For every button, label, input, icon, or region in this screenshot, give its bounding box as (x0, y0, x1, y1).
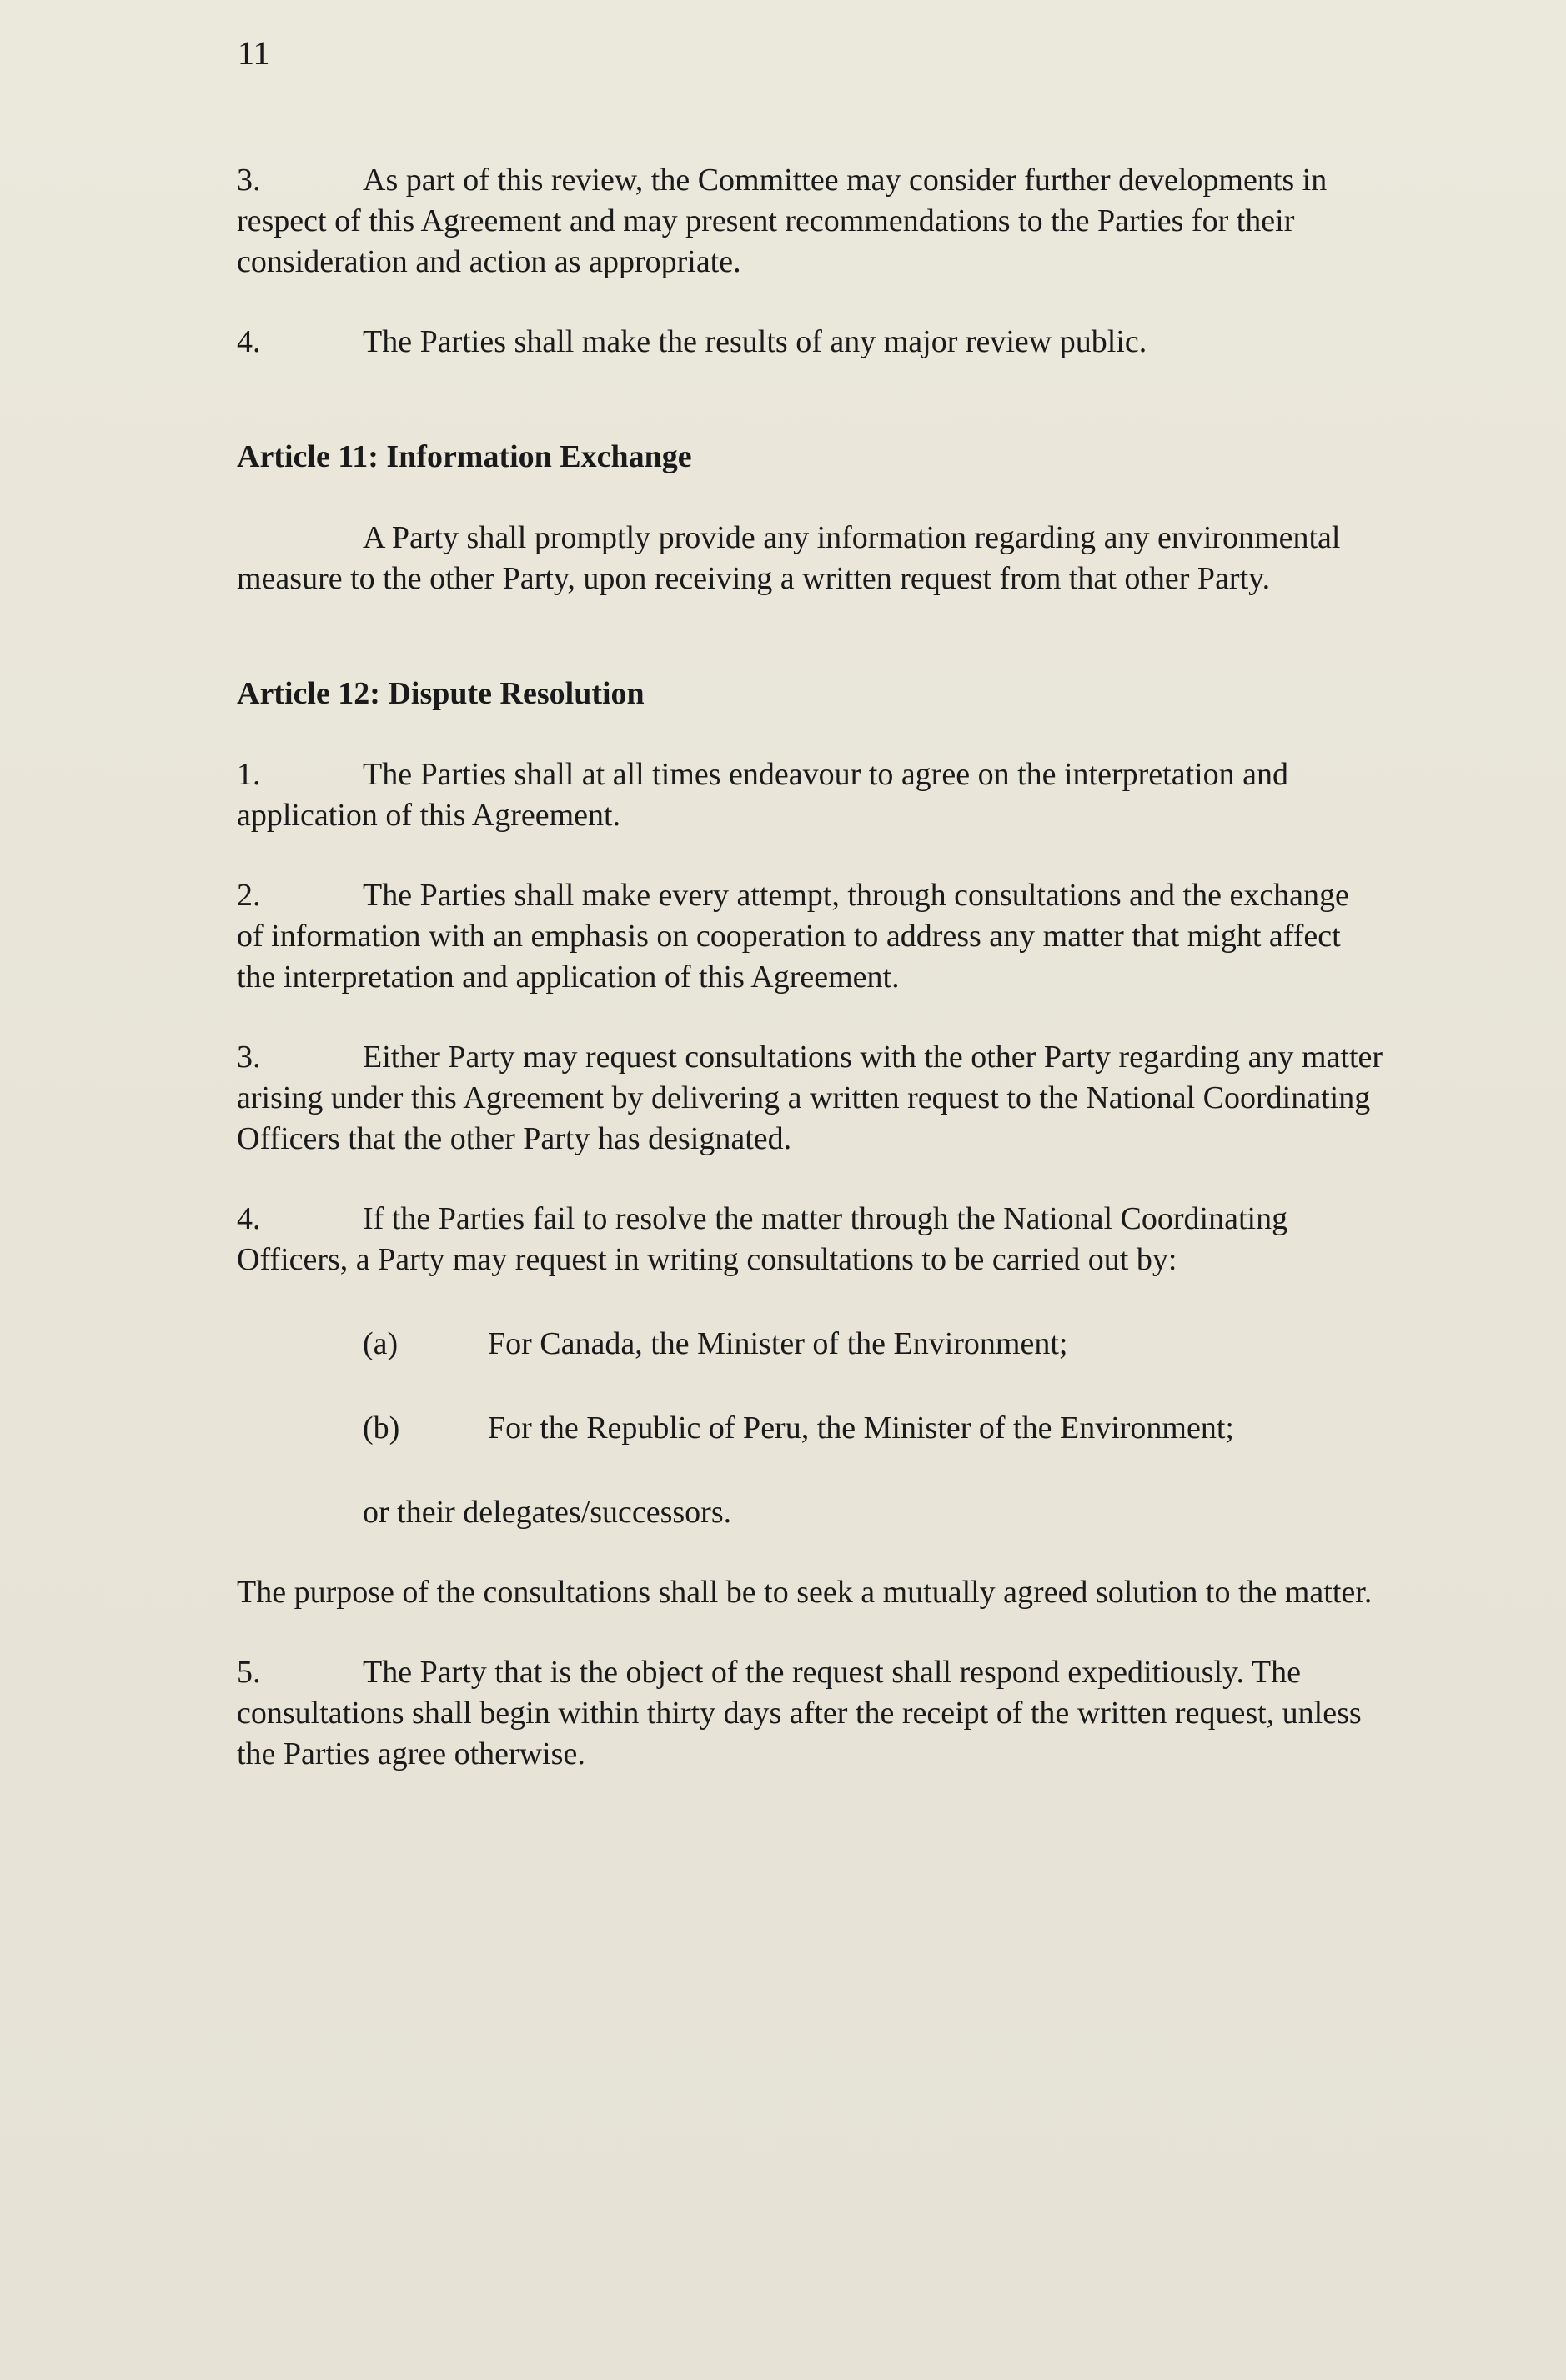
article11-heading: Article 11: Information Exchange (237, 439, 692, 474)
paragraph-text: Either Party may request consultations with the other Party regarding any matter arising under this Agreement by delivering a written request to the National Coordinating Officers that the other Party has designated. (237, 1040, 1383, 1156)
article12-paragraph-4 (237, 1199, 1383, 1280)
article12-paragraph-3 (237, 1037, 1383, 1160)
paragraph-text: As part of this review, the Committee may consider further developments in respect of this Agreement and may present recommendations to the Parties for their consideration and action as appropriate. (237, 163, 1328, 279)
list-item-a (237, 1324, 1383, 1365)
list-item-label: (b) (363, 1410, 400, 1446)
list-item-text: For Canada, the Minister of the Environment; (488, 1326, 1068, 1361)
article10-paragraph-3 (237, 160, 1383, 283)
paragraph-text: If the Parties fail to resolve the matter through the National Coordinating Officers, a Party may request in writing consultations to be carried out by: (237, 1201, 1288, 1277)
paragraph-number: 2. (237, 878, 261, 913)
article12-paragraph-2 (237, 875, 1383, 998)
paragraph-number: 3. (237, 1040, 261, 1075)
delegates-line: or their delegates/successors. (363, 1495, 732, 1530)
paragraph-text: A Party shall promptly provide any information regarding any environmental measure to the other Party, upon receiving a written request from that other Party. (237, 520, 1341, 596)
article10-paragraph-4 (237, 322, 1383, 363)
paragraph-number: 1. (237, 757, 261, 792)
article12-paragraph-1 (237, 754, 1383, 836)
paragraph-number: 5. (237, 1655, 261, 1690)
paragraph-number: 4. (237, 324, 261, 359)
list-item-label: (a) (363, 1326, 399, 1361)
paragraph-text: The Parties shall make every attempt, through consultations and the exchange of information with an emphasis on cooperation to address any matter that might affect the interpretation and application of this Agreement. (237, 878, 1349, 995)
document-body (237, 160, 1383, 1775)
paragraph-text: The Party that is the object of the request shall respond expeditiously. The consultations shall begin within thirty days after the receipt of the written request, unless the Parties agree otherwise. (237, 1655, 1362, 1771)
article12-paragraph-5 (237, 1652, 1383, 1775)
paragraph-number: 3. (237, 163, 261, 198)
article11-paragraph (237, 518, 1383, 599)
paragraph-text: The Parties shall make the results of any major review public. (363, 324, 1147, 359)
article12-heading: Article 12: Dispute Resolution (237, 676, 645, 711)
consultation-purpose: The purpose of the consultations shall be to seek a mutually agreed solution to the matter. (237, 1575, 1373, 1610)
list-item-b (237, 1408, 1383, 1449)
paragraph-text: The Parties shall at all times endeavour to agree on the interpretation and application of this Agreement. (237, 757, 1289, 833)
list-item-text: For the Republic of Peru, the Minister of the Environment; (488, 1410, 1234, 1446)
page-number: 11 (238, 34, 270, 72)
paragraph-number: 4. (237, 1201, 261, 1236)
